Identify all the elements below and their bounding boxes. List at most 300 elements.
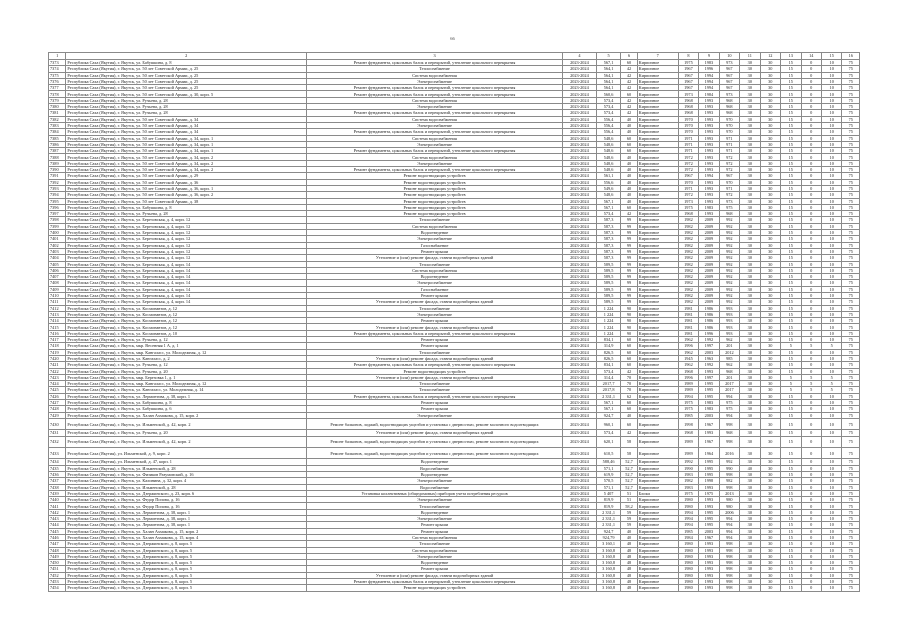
header-cell: 1 bbox=[49, 53, 66, 60]
col-12-cell: 30 bbox=[760, 299, 780, 305]
period-cell: 2023-2024 bbox=[563, 324, 597, 330]
period-cell: 2023-2024 bbox=[563, 292, 597, 298]
col-10-cell: 992 bbox=[719, 280, 739, 286]
year-built-cell: 1996 bbox=[678, 343, 698, 349]
wear-cell: 99 bbox=[621, 217, 637, 223]
wall-material-cell: Кирпичное bbox=[637, 286, 678, 292]
col-16-cell: 75 bbox=[842, 368, 860, 374]
wear-cell: 52,7 bbox=[621, 459, 637, 465]
address-cell: Республика Саха (Якутия), г. Якутск, ул. Ручьева, д. 12 bbox=[66, 362, 307, 368]
row-number-cell: 7423 bbox=[49, 374, 66, 380]
col-11-cell: 30 bbox=[740, 230, 760, 236]
col-12-cell: 30 bbox=[760, 286, 780, 292]
area-cell: 570,5 bbox=[596, 478, 621, 484]
area-cell: 549,6 bbox=[596, 185, 621, 191]
work-type-cell: Газоснабжение bbox=[307, 286, 563, 292]
work-type-cell: Система водоснабжения bbox=[307, 223, 563, 229]
col-16-cell: 75 bbox=[842, 553, 860, 559]
year-overhaul-cell: 1998 bbox=[699, 478, 719, 484]
work-type-cell: Ремонт фундамента, цокольных балок и перекрытий, утепление цокольного перекрытия bbox=[307, 393, 563, 399]
col-14-cell: 0 bbox=[801, 324, 821, 330]
row-number-cell: 7411 bbox=[49, 299, 66, 305]
year-built-cell: 1971 bbox=[678, 185, 698, 191]
col-13-cell: 15 bbox=[781, 154, 801, 160]
col-15-cell: 5 bbox=[821, 387, 841, 393]
col-13-cell: 15 bbox=[781, 337, 801, 343]
col-10-cell: 968 bbox=[719, 104, 739, 110]
col-13-cell: 15 bbox=[781, 148, 801, 154]
col-14-cell: 5 bbox=[801, 387, 821, 393]
work-type-cell: Установка коллективных (общедомовых) приборов учета потребления ресурсов bbox=[307, 490, 563, 496]
address-cell: Республика Саха (Якутия), г. Якутск, ул. Березовская, д. 4, корп. 14 bbox=[66, 280, 307, 286]
work-type-cell: Ремонт фундамента, цокольных балок и перекрытий, утепление цокольного перекрытия bbox=[307, 129, 563, 135]
work-type-cell: Ремонт крыши bbox=[307, 522, 563, 528]
address-cell: Республика Саха (Якутия), г. Якутск, ул. Федор Попова, д. 16 bbox=[66, 503, 307, 509]
year-overhaul-cell: 1993 bbox=[699, 368, 719, 374]
period-cell: 2023-2024 bbox=[563, 274, 597, 280]
wall-material-cell: Кирпичное bbox=[637, 211, 678, 217]
col-15-cell: 10 bbox=[821, 406, 841, 412]
col-16-cell: 75 bbox=[842, 305, 860, 311]
wear-cell: 40 bbox=[621, 412, 637, 418]
col-16-cell: 75 bbox=[842, 572, 860, 578]
wall-material-cell: Кирпичное bbox=[637, 522, 678, 528]
col-13-cell: 15 bbox=[781, 553, 801, 559]
col-10-cell: 992 bbox=[719, 459, 739, 465]
col-12-cell: 30 bbox=[760, 72, 780, 78]
year-built-cell: 1998 bbox=[678, 418, 698, 429]
wall-material-cell: Кирпичное bbox=[637, 261, 678, 267]
row-number-cell: 7398 bbox=[49, 217, 66, 223]
row-number-cell: 7416 bbox=[49, 330, 66, 336]
year-overhaul-cell: 2009 bbox=[699, 255, 719, 261]
col-16-cell: 75 bbox=[842, 585, 860, 591]
col-11-cell: 30 bbox=[740, 516, 760, 522]
col-16-cell: 75 bbox=[842, 355, 860, 361]
work-type-cell: Электроснабжение bbox=[307, 478, 563, 484]
col-15-cell: 10 bbox=[821, 547, 841, 553]
work-type-cell: Ремонт водоотводящих устройств bbox=[307, 198, 563, 204]
col-11-cell: 30 bbox=[740, 330, 760, 336]
wall-material-cell: Кирпичное bbox=[637, 355, 678, 361]
year-overhaul-cell: 2009 bbox=[699, 261, 719, 267]
year-overhaul-cell: 1993 bbox=[699, 484, 719, 490]
col-14-cell: 0 bbox=[801, 585, 821, 591]
year-built-cell: 1980 bbox=[678, 560, 698, 566]
col-14-cell: 0 bbox=[801, 560, 821, 566]
work-type-cell: Утепление и (или) ремонт фасада, ставни водонаборных зданий bbox=[307, 430, 563, 436]
col-12-cell: 30 bbox=[760, 484, 780, 490]
col-13-cell: 5 bbox=[781, 381, 801, 387]
year-built-cell: 1975 bbox=[678, 204, 698, 210]
area-cell: 819,9 bbox=[596, 497, 621, 503]
wall-material-cell: Кирпичное bbox=[637, 318, 678, 324]
col-15-cell: 10 bbox=[821, 448, 841, 459]
wall-material-cell: Кирпичное bbox=[637, 217, 678, 223]
col-15-cell: 10 bbox=[821, 484, 841, 490]
col-16-cell: 75 bbox=[842, 248, 860, 254]
year-overhaul-cell: 2009 bbox=[699, 274, 719, 280]
address-cell: Республика Саха (Якутия), г. Якутск, мкр. Весенняя 1 А, д. 1 bbox=[66, 343, 307, 349]
year-overhaul-cell: 1993 bbox=[699, 541, 719, 547]
address-cell: Республика Саха (Якутия), г. Якутск, ул. Лермонтова, д. 38, корп. 1 bbox=[66, 393, 307, 399]
col-10-cell: 201 bbox=[719, 343, 739, 349]
period-cell: 2023-2024 bbox=[563, 148, 597, 154]
work-type-cell: Ремонт фундамента, цокольных балок и перекрытий, утепление цокольного перекрытия bbox=[307, 167, 563, 173]
wear-cell: 40 bbox=[621, 198, 637, 204]
row-number-cell: 7394 bbox=[49, 192, 66, 198]
wear-cell: 40 bbox=[621, 173, 637, 179]
period-cell: 2023-2024 bbox=[563, 412, 597, 418]
year-overhaul-cell: 1993 bbox=[699, 122, 719, 128]
col-10-cell: 2013 bbox=[719, 490, 739, 496]
wear-cell: 99 bbox=[621, 267, 637, 273]
col-12-cell: 30 bbox=[760, 97, 780, 103]
col-11-cell: 30 bbox=[740, 522, 760, 528]
area-cell: 3 160,1 bbox=[596, 541, 621, 547]
col-14-cell: 0 bbox=[801, 305, 821, 311]
year-overhaul-cell: 1993 bbox=[699, 497, 719, 503]
year-built-cell: 1994 bbox=[678, 393, 698, 399]
header-cell: 11 bbox=[740, 53, 760, 60]
col-10-cell: 992 bbox=[719, 242, 739, 248]
address-cell: Республика Саха (Якутия), г. Якутск, ул. Березовская, д. 4, корп. 12 bbox=[66, 230, 307, 236]
col-13-cell: 15 bbox=[781, 541, 801, 547]
address-cell: Республика Саха (Якутия), г. Якутск, ул. Халан Ахмакова, д. 15, корп. 4 bbox=[66, 534, 307, 540]
year-overhaul-cell: 1995 bbox=[699, 471, 719, 477]
address-cell: Республика Саха (Якутия), г. Якутск, ул. Березовская, д. 4, корп. 12 bbox=[66, 223, 307, 229]
col-12-cell: 30 bbox=[760, 400, 780, 406]
area-cell: 2 331,1 bbox=[596, 393, 621, 399]
col-12-cell: 30 bbox=[760, 223, 780, 229]
col-15-cell: 5 bbox=[821, 381, 841, 387]
year-built-cell: 1996 bbox=[678, 374, 698, 380]
col-14-cell: 0 bbox=[801, 484, 821, 490]
year-overhaul-cell: 1993 bbox=[699, 129, 719, 135]
year-built-cell: 1990 bbox=[678, 465, 698, 471]
col-11-cell: 30 bbox=[740, 78, 760, 84]
area-cell: 3 160,8 bbox=[596, 553, 621, 559]
wall-material-cell: Кирпичное bbox=[637, 198, 678, 204]
col-16-cell: 75 bbox=[842, 509, 860, 515]
wall-material-cell: Кирпичное bbox=[637, 129, 678, 135]
col-12-cell: 30 bbox=[760, 459, 780, 465]
address-cell: Республика Саха (Якутия), г. Якутск, мкр. Березовка 1, д. 1 bbox=[66, 374, 307, 380]
row-number-cell: 7415 bbox=[49, 324, 66, 330]
year-built-cell: 1982 bbox=[678, 274, 698, 280]
col-15-cell: 10 bbox=[821, 478, 841, 484]
wear-cell: 59 bbox=[621, 509, 637, 515]
row-number-cell: 7421 bbox=[49, 362, 66, 368]
col-15-cell: 10 bbox=[821, 286, 841, 292]
col-16-cell: 75 bbox=[842, 362, 860, 368]
col-15-cell: 10 bbox=[821, 173, 841, 179]
row-number-cell: 7452 bbox=[49, 572, 66, 578]
col-10-cell: 992 bbox=[719, 255, 739, 261]
col-15-cell: 10 bbox=[821, 324, 841, 330]
area-cell: 610,5 bbox=[596, 448, 621, 459]
col-10-cell: 992 bbox=[719, 267, 739, 273]
col-10-cell: 994 bbox=[719, 522, 739, 528]
col-10-cell: 971 bbox=[719, 135, 739, 141]
col-13-cell: 15 bbox=[781, 572, 801, 578]
area-cell: 571,1 bbox=[596, 465, 621, 471]
col-14-cell: 0 bbox=[801, 299, 821, 305]
col-11-cell: 30 bbox=[740, 547, 760, 553]
row-number-cell: 7399 bbox=[49, 223, 66, 229]
year-built-cell: 1980 bbox=[678, 585, 698, 591]
col-15-cell: 10 bbox=[821, 204, 841, 210]
col-12-cell: 30 bbox=[760, 122, 780, 128]
col-13-cell: 15 bbox=[781, 66, 801, 72]
col-13-cell: 15 bbox=[781, 471, 801, 477]
col-13-cell: 15 bbox=[781, 534, 801, 540]
work-type-cell: Водоотведение bbox=[307, 230, 563, 236]
col-13-cell: 15 bbox=[781, 192, 801, 198]
year-built-cell: 1982 bbox=[678, 299, 698, 305]
row-number-cell: 7405 bbox=[49, 261, 66, 267]
col-12-cell: 30 bbox=[760, 585, 780, 591]
wear-cell: 42 bbox=[621, 430, 637, 436]
col-11-cell: 30 bbox=[740, 129, 760, 135]
period-cell: 2023-2024 bbox=[563, 248, 597, 254]
col-10-cell: 992 bbox=[719, 286, 739, 292]
period-cell: 2023-2024 bbox=[563, 387, 597, 393]
year-built-cell: 1982 bbox=[678, 261, 698, 267]
row-number-cell: 7397 bbox=[49, 211, 66, 217]
col-12-cell: 30 bbox=[760, 490, 780, 496]
col-13-cell: 15 bbox=[781, 509, 801, 515]
col-13-cell: 15 bbox=[781, 135, 801, 141]
wall-material-cell: Кирпичное bbox=[637, 534, 678, 540]
area-cell: 826,5 bbox=[596, 349, 621, 355]
area-cell: 556,4 bbox=[596, 116, 621, 122]
year-overhaul-cell: 1995 bbox=[699, 459, 719, 465]
row-number-cell: 7406 bbox=[49, 267, 66, 273]
col-12-cell: 30 bbox=[760, 553, 780, 559]
row-number-cell: 7454 bbox=[49, 585, 66, 591]
wear-cell: 40 bbox=[621, 129, 637, 135]
col-10-cell: 998 bbox=[719, 436, 739, 447]
col-12-cell: 30 bbox=[760, 471, 780, 477]
col-13-cell: 15 bbox=[781, 236, 801, 242]
col-13-cell: 15 bbox=[781, 566, 801, 572]
col-14-cell: 0 bbox=[801, 553, 821, 559]
wall-material-cell: Кирпичное bbox=[637, 204, 678, 210]
address-cell: Республика Саха (Якутия), г. Якутск, ул. Бабушкина, д. 8 bbox=[66, 60, 307, 66]
address-cell: Республика Саха (Якутия), г. Якутск, ул. 50 лет Советской Армии, д. 36, корп. 2 bbox=[66, 192, 307, 198]
row-number-cell: 7413 bbox=[49, 311, 66, 317]
row-number-cell: 7441 bbox=[49, 503, 66, 509]
col-14-cell: 0 bbox=[801, 355, 821, 361]
col-15-cell: 10 bbox=[821, 211, 841, 217]
col-11-cell: 30 bbox=[740, 509, 760, 515]
wall-material-cell: Кирпичное bbox=[637, 185, 678, 191]
col-11-cell: 30 bbox=[740, 66, 760, 72]
year-overhaul-cell: 1967 bbox=[699, 534, 719, 540]
period-cell: 2023-2024 bbox=[563, 85, 597, 91]
col-15-cell: 10 bbox=[821, 185, 841, 191]
period-cell: 2023-2024 bbox=[563, 236, 597, 242]
col-10-cell: 967 bbox=[719, 66, 739, 72]
area-cell: 587,3 bbox=[596, 236, 621, 242]
work-type-cell: Утепление и (или) ремонт фасада, ставни водонаборных зданий bbox=[307, 572, 563, 578]
col-11-cell: 30 bbox=[740, 91, 760, 97]
work-type-cell: Ремонт крыши bbox=[307, 406, 563, 412]
col-16-cell: 75 bbox=[842, 503, 860, 509]
header-cell: 3 bbox=[307, 53, 563, 60]
area-cell: 573,4 bbox=[596, 97, 621, 103]
row-number-cell: 7453 bbox=[49, 579, 66, 585]
col-14-cell: 0 bbox=[801, 135, 821, 141]
col-15-cell: 10 bbox=[821, 135, 841, 141]
col-11-cell: 30 bbox=[740, 255, 760, 261]
period-cell: 2023-2024 bbox=[563, 122, 597, 128]
wall-material-cell: Кирпичное bbox=[637, 135, 678, 141]
col-11-cell: 30 bbox=[740, 355, 760, 361]
col-14-cell: 0 bbox=[801, 274, 821, 280]
work-type-cell: Теплоснабжение bbox=[307, 66, 563, 72]
col-15-cell: 10 bbox=[821, 418, 841, 429]
year-overhaul-cell: 1995 bbox=[699, 509, 719, 515]
col-15-cell: 10 bbox=[821, 110, 841, 116]
col-16-cell: 75 bbox=[842, 160, 860, 166]
address-cell: Республика Саха (Якутия), г. Якутск, ул. Ручьева, д. 28 bbox=[66, 97, 307, 103]
wear-cell: 99 bbox=[621, 261, 637, 267]
year-overhaul-cell: 1984 bbox=[699, 91, 719, 97]
address-cell: Республика Саха (Якутия), ул. Ильменской, д. 9, корп. 2 bbox=[66, 448, 307, 459]
col-11-cell: 30 bbox=[740, 141, 760, 147]
year-overhaul-cell: 1983 bbox=[699, 204, 719, 210]
col-11-cell: 30 bbox=[740, 217, 760, 223]
year-built-cell: 1982 bbox=[678, 255, 698, 261]
row-number-cell: 7407 bbox=[49, 274, 66, 280]
address-cell: Республика Саха (Якутия), г. Якутск, ул. Космонавтов, д. 10 bbox=[66, 330, 307, 336]
address-cell: Республика Саха (Якутия), г. Якутск, ул. Федор Попова, д. 16 bbox=[66, 497, 307, 503]
period-cell: 2023-2024 bbox=[563, 393, 597, 399]
col-16-cell: 75 bbox=[842, 236, 860, 242]
year-built-cell: 1984 bbox=[678, 534, 698, 540]
col-11-cell: 30 bbox=[740, 490, 760, 496]
col-14-cell: 0 bbox=[801, 192, 821, 198]
col-16-cell: 75 bbox=[842, 66, 860, 72]
col-15-cell: 10 bbox=[821, 465, 841, 471]
wear-cell: 48 bbox=[621, 572, 637, 578]
wall-material-cell: Кирпичное bbox=[637, 430, 678, 436]
wear-cell: 99 bbox=[621, 292, 637, 298]
col-13-cell: 15 bbox=[781, 305, 801, 311]
wall-material-cell: Кирпичное bbox=[637, 85, 678, 91]
year-overhaul-cell: 1993 bbox=[699, 135, 719, 141]
area-cell: 587,3 bbox=[596, 242, 621, 248]
area-cell: 564,1 bbox=[596, 72, 621, 78]
period-cell: 2023-2024 bbox=[563, 267, 597, 273]
wear-cell: 70 bbox=[621, 381, 637, 387]
period-cell: 2023-2024 bbox=[563, 179, 597, 185]
work-type-cell: Система водоснабжения bbox=[307, 547, 563, 553]
col-16-cell: 75 bbox=[842, 324, 860, 330]
col-13-cell: 15 bbox=[781, 280, 801, 286]
wear-cell: 60 bbox=[621, 349, 637, 355]
year-built-cell: 1982 bbox=[678, 267, 698, 273]
col-14-cell: 0 bbox=[801, 478, 821, 484]
year-overhaul-cell: 1995 bbox=[699, 381, 719, 387]
col-13-cell: 15 bbox=[781, 122, 801, 128]
area-cell: 3 160,8 bbox=[596, 585, 621, 591]
work-type-cell: Ремонт фундамента, цокольных балок и перекрытий, утепление цокольного перекрытия bbox=[307, 91, 563, 97]
address-cell: Республика Саха (Якутия), г. Якутск, ул. 50 лет Советской Армии, д. 25 bbox=[66, 66, 307, 72]
wall-material-cell: Кирпичное bbox=[637, 72, 678, 78]
area-cell: 548,6 bbox=[596, 141, 621, 147]
col-10-cell: 982 bbox=[719, 478, 739, 484]
period-cell: 2023-2024 bbox=[563, 553, 597, 559]
col-10-cell: 985 bbox=[719, 355, 739, 361]
col-10-cell: 998 bbox=[719, 553, 739, 559]
address-cell: Республика Саха (Якутия), г. Якутск, ул. Дзержинского, д. 8, корп. 5 bbox=[66, 547, 307, 553]
col-12-cell: 30 bbox=[760, 387, 780, 393]
address-cell: Республика Саха (Якутия), г. Якутск, ул. Дзержинского, д. 8, корп. 5 bbox=[66, 566, 307, 572]
year-built-cell: 1980 bbox=[678, 553, 698, 559]
col-11-cell: 30 bbox=[740, 204, 760, 210]
area-cell: 548,6 bbox=[596, 154, 621, 160]
col-16-cell: 75 bbox=[842, 436, 860, 447]
col-14-cell: 0 bbox=[801, 436, 821, 447]
col-15-cell: 10 bbox=[821, 330, 841, 336]
period-cell: 2023-2024 bbox=[563, 522, 597, 528]
col-13-cell: 15 bbox=[781, 484, 801, 490]
wear-cell: 48 bbox=[621, 547, 637, 553]
col-10-cell: 994 bbox=[719, 516, 739, 522]
period-cell: 2023-2024 bbox=[563, 97, 597, 103]
col-15-cell: 10 bbox=[821, 509, 841, 515]
col-10-cell: 968 bbox=[719, 211, 739, 217]
col-14-cell: 0 bbox=[801, 286, 821, 292]
col-16-cell: 75 bbox=[842, 387, 860, 393]
col-13-cell: 15 bbox=[781, 547, 801, 553]
col-13-cell: 15 bbox=[781, 261, 801, 267]
wear-cell: 42 bbox=[621, 368, 637, 374]
col-16-cell: 75 bbox=[842, 547, 860, 553]
address-cell: Республика Саха (Якутия), г. Якутск, ул. Дзержинского, д. 8, корп. 5 bbox=[66, 585, 307, 591]
year-overhaul-cell: 1993 bbox=[699, 547, 719, 553]
address-cell: Республика Саха (Якутия), г. Якутск, ул. Ильменской, д. 28 bbox=[66, 484, 307, 490]
address-cell: Республика Саха (Якутия), г. Якутск, ул. Халан Ахмакова, д. 15, корп. 2 bbox=[66, 412, 307, 418]
year-built-cell: 1971 bbox=[678, 141, 698, 147]
col-12-cell: 30 bbox=[760, 292, 780, 298]
col-15-cell: 10 bbox=[821, 236, 841, 242]
wall-material-cell: Кирпичное bbox=[637, 459, 678, 465]
period-cell: 2023-2024 bbox=[563, 566, 597, 572]
col-15-cell: 10 bbox=[821, 248, 841, 254]
col-12-cell: 30 bbox=[760, 248, 780, 254]
wear-cell: 60 bbox=[621, 343, 637, 349]
col-14-cell: 0 bbox=[801, 400, 821, 406]
period-cell: 2023-2024 bbox=[563, 406, 597, 412]
year-built-cell: 1972 bbox=[678, 154, 698, 160]
work-type-cell: Ремонт водоотводящих устройств bbox=[307, 192, 563, 198]
col-12-cell: 30 bbox=[760, 418, 780, 429]
year-overhaul-cell: 1993 bbox=[699, 566, 719, 572]
area-cell: 571,1 bbox=[596, 484, 621, 490]
wall-material-cell: Кирпичное bbox=[637, 406, 678, 412]
row-number-cell: 7422 bbox=[49, 368, 66, 374]
work-type-cell: Теплоснабжение bbox=[307, 217, 563, 223]
col-11-cell: 30 bbox=[740, 318, 760, 324]
wear-cell: 99 bbox=[621, 255, 637, 261]
year-overhaul-cell: 1993 bbox=[699, 211, 719, 217]
col-10-cell: 975 bbox=[719, 406, 739, 412]
year-overhaul-cell: 1993 bbox=[699, 154, 719, 160]
